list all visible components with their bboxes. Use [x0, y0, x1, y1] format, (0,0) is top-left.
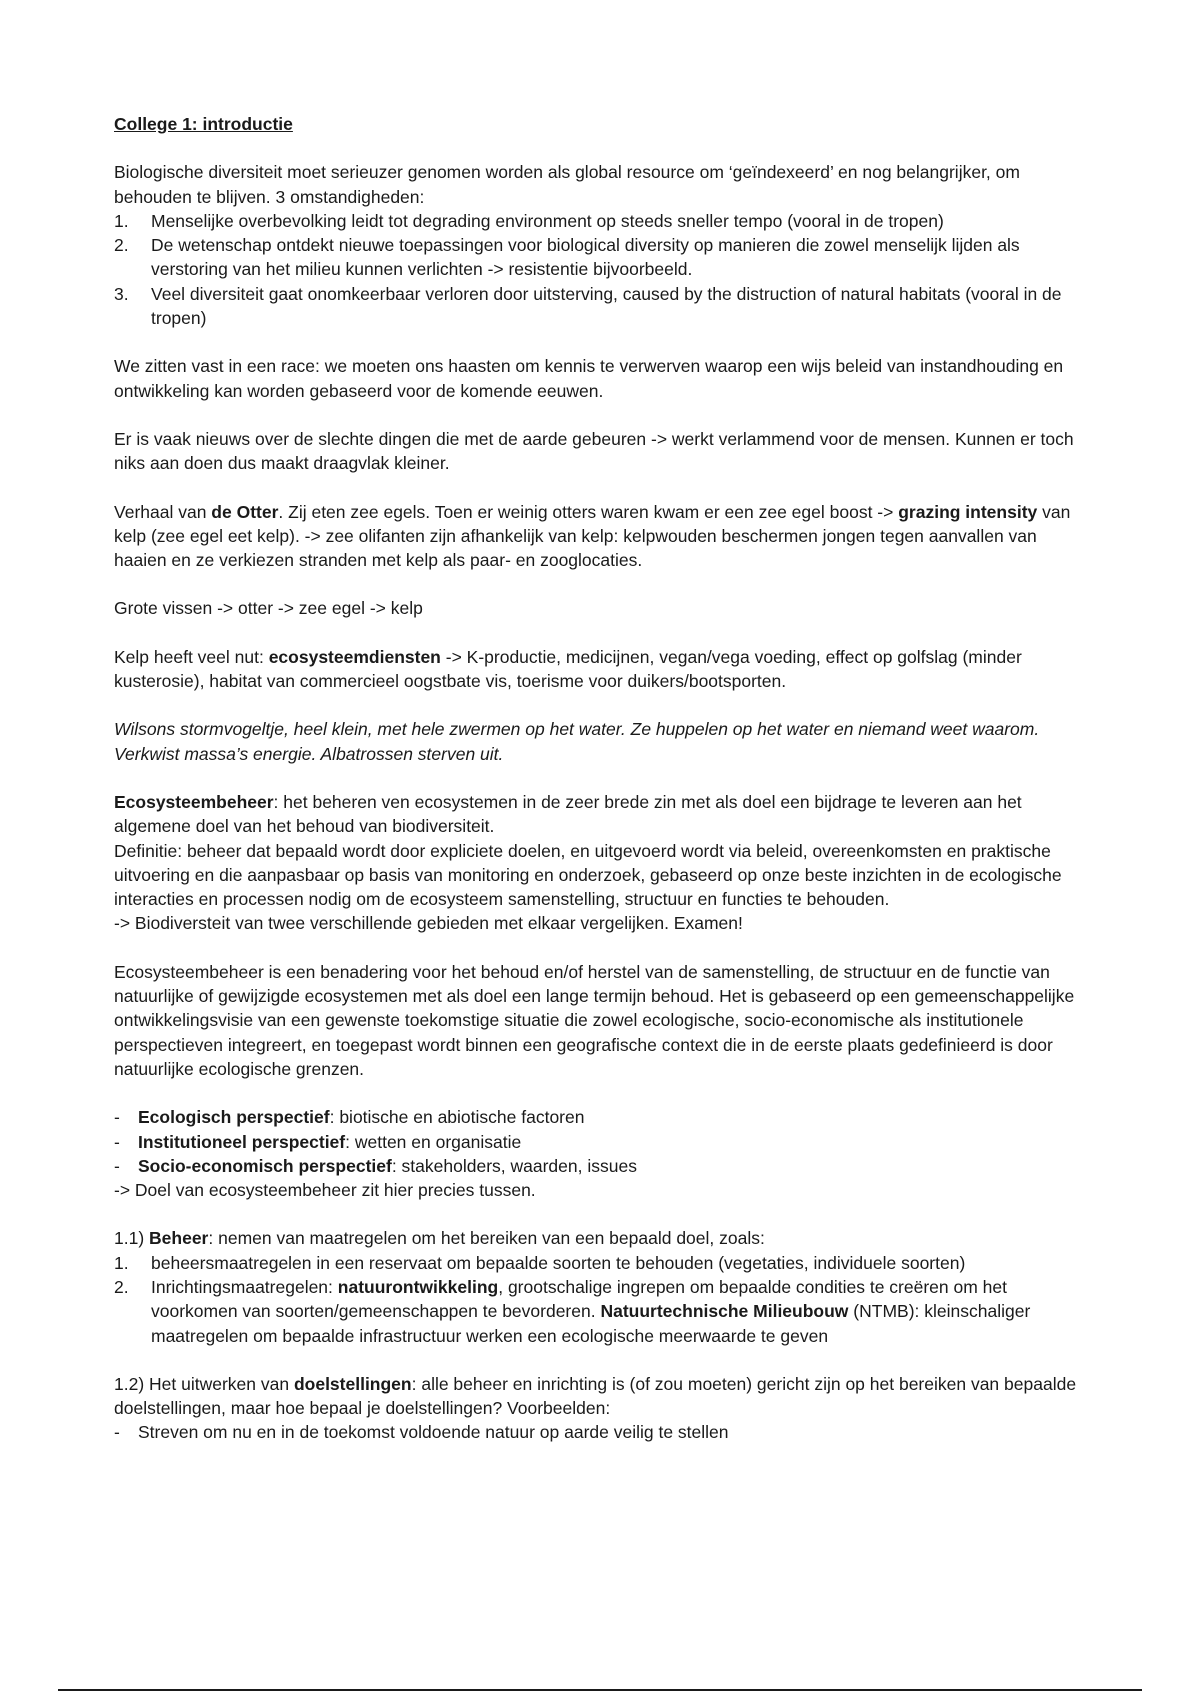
bold-term: natuurontwikkeling — [337, 1276, 499, 1297]
news-paragraph: Er is vaak nieuws over de slechte dingen die met de aarde gebeuren -> werkt verlammend voor de mensen. Kunnen er toch niks aan doen dus maakt draagvlak kleiner. — [114, 428, 1074, 474]
bottom-divider — [58, 1689, 1142, 1691]
list-item — [114, 282, 1094, 331]
list-item — [114, 1154, 1094, 1178]
dash-bullet: - — [114, 1107, 120, 1128]
bold-term: Ecosysteembeheer — [114, 791, 274, 812]
list-item — [114, 1251, 1094, 1275]
list-number: 2. — [114, 1276, 129, 1297]
bold-term: doelstellingen — [293, 1373, 412, 1394]
dash-bullet: - — [114, 1155, 120, 1176]
intro-section — [114, 160, 1094, 330]
ecosystem-definition-section — [114, 790, 1094, 936]
kelp-paragraph — [114, 645, 1094, 694]
text-run: : het beheren ven ecosystemen in de zeer brede zin met als doel een bijdrage te leveren aan het algemene doel van het behoud van biodiversiteit. — [114, 791, 1022, 837]
text-run: : stakeholders, waarden, issues — [391, 1155, 637, 1176]
text-run: , grootschalige ingrepen om bepaalde condities te creëren om het voorkomen van soorten/gemeenschappen te bevorderen. — [151, 1276, 1008, 1322]
wilson-paragraph: Wilsons stormvogeltje, heel klein, met hele zwermen op het water. Ze huppelen op het water en niemand weet waarom. Verkwist massa’s energie. Albatrossen sterven uit. — [114, 719, 1040, 764]
dash-bullet: - — [114, 1131, 120, 1152]
bold-term: grazing intensity — [898, 501, 1038, 522]
list-item-text: De wetenschap ontdekt nieuwe toepassingen voor biological diversity op manieren die zowel menselijk lijden als verstoring van het milieu kunnen verlichten -> resistentie bijvoorbeeld. — [151, 235, 1020, 280]
ecosystem-approach-paragraph: Ecosysteembeheer is een benadering voor het behoud en/of herstel van de samenstelling, de structuur en de functie van natuurlijke of gewijzigde ecosystemen met als doel een lange termijn behoud. Het is gebaseerd op een gemeenschappelijke ontwikkelingsvisie van een gewenste toekomstige situatie die zowel ecologische, socio-economische als institutionele perspectieven integreert, en toegepast wordt binnen een geografische context die in de eerste plaats gedefinieerd is door natuurlijke ecologische grenzen. — [114, 961, 1075, 1079]
bold-term: ecosysteemdiensten — [268, 646, 441, 667]
beheer-section — [114, 1226, 1094, 1347]
list-item-text: Veel diversiteit gaat onomkeerbaar verloren door uitsterving, caused by the distruction of natural habitats (vooral in de tropen) — [151, 283, 1062, 329]
food-chain-line: Grote vissen -> otter -> zee egel -> kelp — [114, 598, 423, 619]
race-paragraph: We zitten vast in een race: we moeten ons haasten om kennis te verwerven waarop een wijs beleid van instandhouding en ontwikkeling kan worden gebaseerd voor de komende eeuwen. — [114, 356, 1064, 401]
dash-bullet: - — [114, 1422, 120, 1443]
perspectives-note: -> Doel van ecosysteembeheer zit hier precies tussen. — [114, 1180, 536, 1201]
perspectives-list — [114, 1105, 1094, 1178]
beheer-list — [114, 1251, 1094, 1348]
circumstances-list — [114, 209, 1094, 330]
bold-term: Ecologisch perspectief — [138, 1107, 330, 1128]
list-item — [114, 1130, 1094, 1154]
document-body — [114, 112, 1094, 1445]
bold-term: Natuurtechnische Milieubouw — [600, 1301, 849, 1322]
text-run: Kelp heeft veel nut: — [114, 646, 269, 667]
otter-paragraph — [114, 500, 1094, 573]
bold-term: Beheer — [149, 1228, 209, 1249]
text-run: (NTMB): kleinschaliger maatregelen om bepaalde infrastructuur werken een ecologische meerwaarde te geven — [151, 1301, 1031, 1346]
text-run: van kelp (zee egel eet kelp). -> zee olifanten zijn afhankelijk van kelp: kelpwouden beschermen jongen tegen aanvallen van haaien en ze verkiezen stranden met kelp als paar- en zooglocaties. — [114, 501, 1071, 571]
text-run: : alle beheer en inrichting is (of zou moeten) gericht zijn op het bereiken van bepaalde doelstellingen, maar hoe bepaal je doelstellingen? Voorbeelden: — [114, 1373, 1077, 1419]
list-item — [114, 209, 1094, 233]
list-item — [114, 1275, 1094, 1348]
list-number: 2. — [114, 235, 129, 256]
text-run: . Zij eten zee egels. Toen er weinig otters waren kwam er een zee egel boost -> — [278, 501, 899, 522]
doelstellingen-heading — [114, 1372, 1094, 1421]
exam-note: -> Biodiversteit van twee verschillende gebieden met elkaar vergelijken. Examen! — [114, 913, 743, 934]
doelstellingen-list — [114, 1420, 1094, 1444]
text-run: 1.2) Het uitwerken van — [114, 1373, 294, 1394]
list-item-text: Streven om nu en in de toekomst voldoende natuur op aarde veilig te stellen — [138, 1422, 729, 1443]
bold-term: Institutioneel perspectief — [138, 1131, 346, 1152]
definition-paragraph: Definitie: beheer dat bepaald wordt door expliciete doelen, en uitgevoerd wordt via beleid, overeenkomsten en praktische uitvoering en die aanpasbaar op basis van monitoring en onderzoek, gebaseerd op onze beste inzichten in de ecologische interacties en processen nodig om de ecosysteem samenstelling, structuur en functies te behouden. — [114, 840, 1062, 910]
list-number: 1. — [114, 1252, 129, 1273]
list-item-text: beheersmaatregelen in een reservaat om bepaalde soorten te behouden (vegetaties, individuele soorten) — [151, 1252, 966, 1273]
doelstellingen-section — [114, 1372, 1094, 1445]
beheer-heading — [114, 1226, 1094, 1250]
list-number: 1. — [114, 210, 129, 231]
intro-paragraph: Biologische diversiteit moet serieuzer genomen worden als global resource om ‘geïndexeerd’ en nog belangrijker, om behouden te blijven. 3 omstandigheden: — [114, 162, 1020, 207]
text-run: Inrichtingsmaatregelen: — [151, 1276, 338, 1297]
list-item — [114, 233, 1094, 282]
list-item-text: Menselijke overbevolking leidt tot degrading environment op steeds sneller tempo (vooral in de tropen) — [151, 210, 944, 231]
list-item — [114, 1420, 1094, 1444]
list-number: 3. — [114, 283, 129, 304]
page-title: College 1: introductie — [114, 114, 293, 134]
ecosystem-definition-intro — [114, 790, 1094, 839]
perspectives-section — [114, 1105, 1094, 1202]
text-run: : biotische en abiotische factoren — [329, 1107, 585, 1128]
bold-term: de Otter — [211, 501, 279, 522]
text-run: : nemen van maatregelen om het bereiken van een bepaald doel, zoals: — [208, 1228, 765, 1249]
text-run: : wetten en organisatie — [345, 1131, 522, 1152]
text-run: 1.1) — [114, 1228, 150, 1249]
list-item — [114, 1105, 1094, 1129]
text-run: -> K-productie, medicijnen, vegan/vega voeding, effect op golfslag (minder kusterosie), habitat van commercieel oogstbate vis, toerisme voor duikers/bootsporten. — [114, 646, 1022, 692]
bold-term: Socio-economisch perspectief — [138, 1155, 392, 1176]
text-run: Verhaal van — [114, 501, 212, 522]
